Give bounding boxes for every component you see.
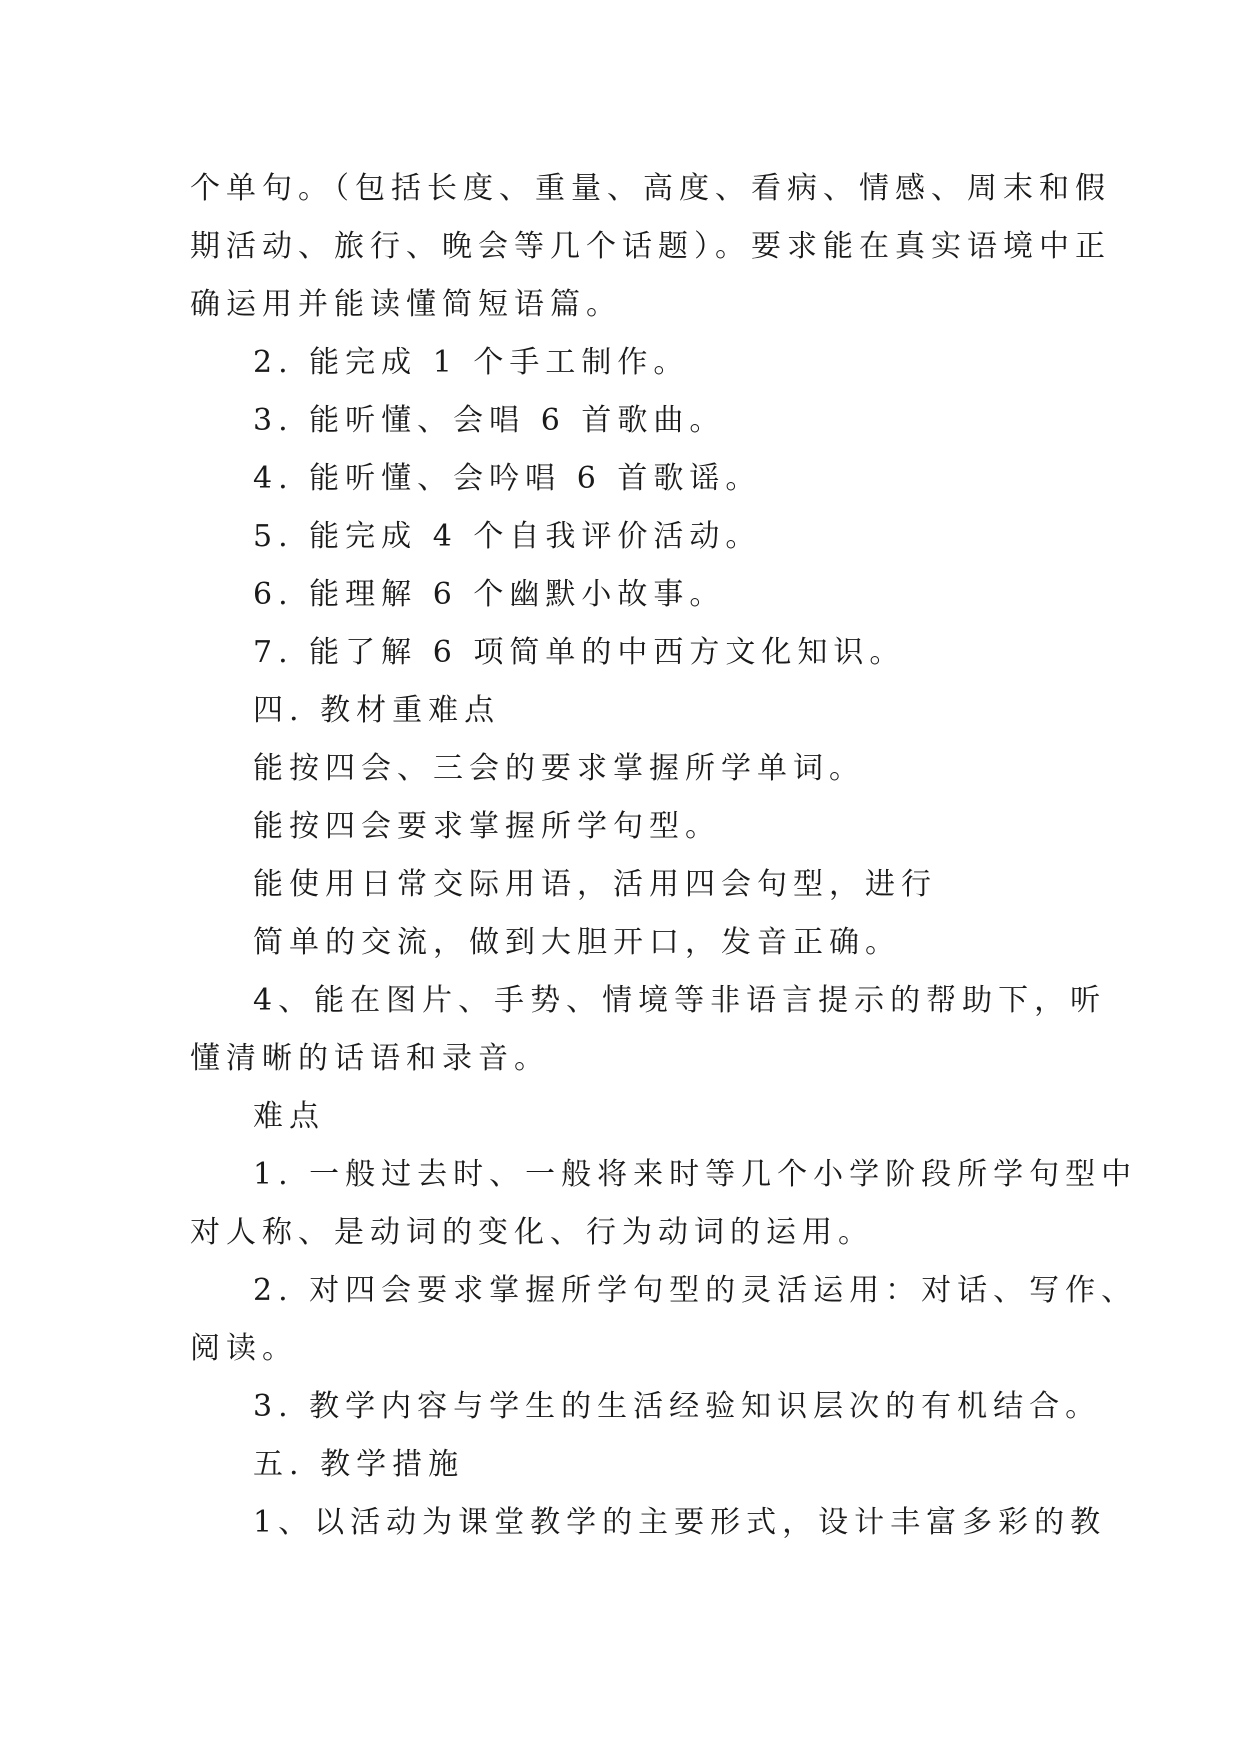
text-line: 能按四会、三会的要求掌握所学单词。: [253, 751, 865, 786]
document-body: [190, 160, 1138, 1552]
list-item: 7. 能了解 6 项简单的中西方文化知识。: [253, 635, 906, 670]
text-line: 确运用并能读懂简短语篇。: [190, 287, 622, 322]
list-item: 4. 能听懂、会吟唱 6 首歌谣。: [253, 461, 762, 496]
subsection-heading: 难点: [253, 1099, 325, 1134]
list-item: 2. 对四会要求掌握所学句型的灵活运用：对话、写作、: [253, 1273, 1138, 1308]
list-item: 1、以活动为课堂教学的主要形式，设计丰富多彩的教: [253, 1505, 1107, 1540]
section-heading: 四. 教材重难点: [253, 693, 501, 728]
list-item: 1. 一般过去时、一般将来时等几个小学阶段所学句型中: [253, 1157, 1138, 1192]
list-item: 3. 能听懂、会唱 6 首歌曲。: [253, 403, 726, 438]
text-line: 简单的交流，做到大胆开口，发音正确。: [253, 925, 901, 960]
text-line: 对人称、是动词的变化、行为动词的运用。: [190, 1215, 874, 1250]
text-line: 懂清晰的话语和录音。: [190, 1041, 550, 1076]
text-line: 能按四会要求掌握所学句型。: [253, 809, 721, 844]
list-item: 5. 能完成 4 个自我评价活动。: [253, 519, 762, 554]
list-item: 2. 能完成 1 个手工制作。: [253, 345, 690, 380]
list-item: 6. 能理解 6 个幽默小故事。: [253, 577, 726, 612]
list-item: 3. 教学内容与学生的生活经验知识层次的有机结合。: [253, 1389, 1102, 1424]
text-line: 4、能在图片、手势、情境等非语言提示的帮助下，听: [253, 983, 1107, 1018]
text-line: 个单句。（包括长度、重量、高度、看病、情感、周末和假: [190, 171, 1111, 206]
text-line: 能使用日常交际用语，活用四会句型，进行: [253, 867, 937, 902]
text-line: 期活动、旅行、晚会等几个话题）。要求能在真实语境中正: [190, 229, 1111, 264]
text-line: 阅读。: [190, 1331, 298, 1366]
section-heading: 五. 教学措施: [253, 1447, 465, 1482]
